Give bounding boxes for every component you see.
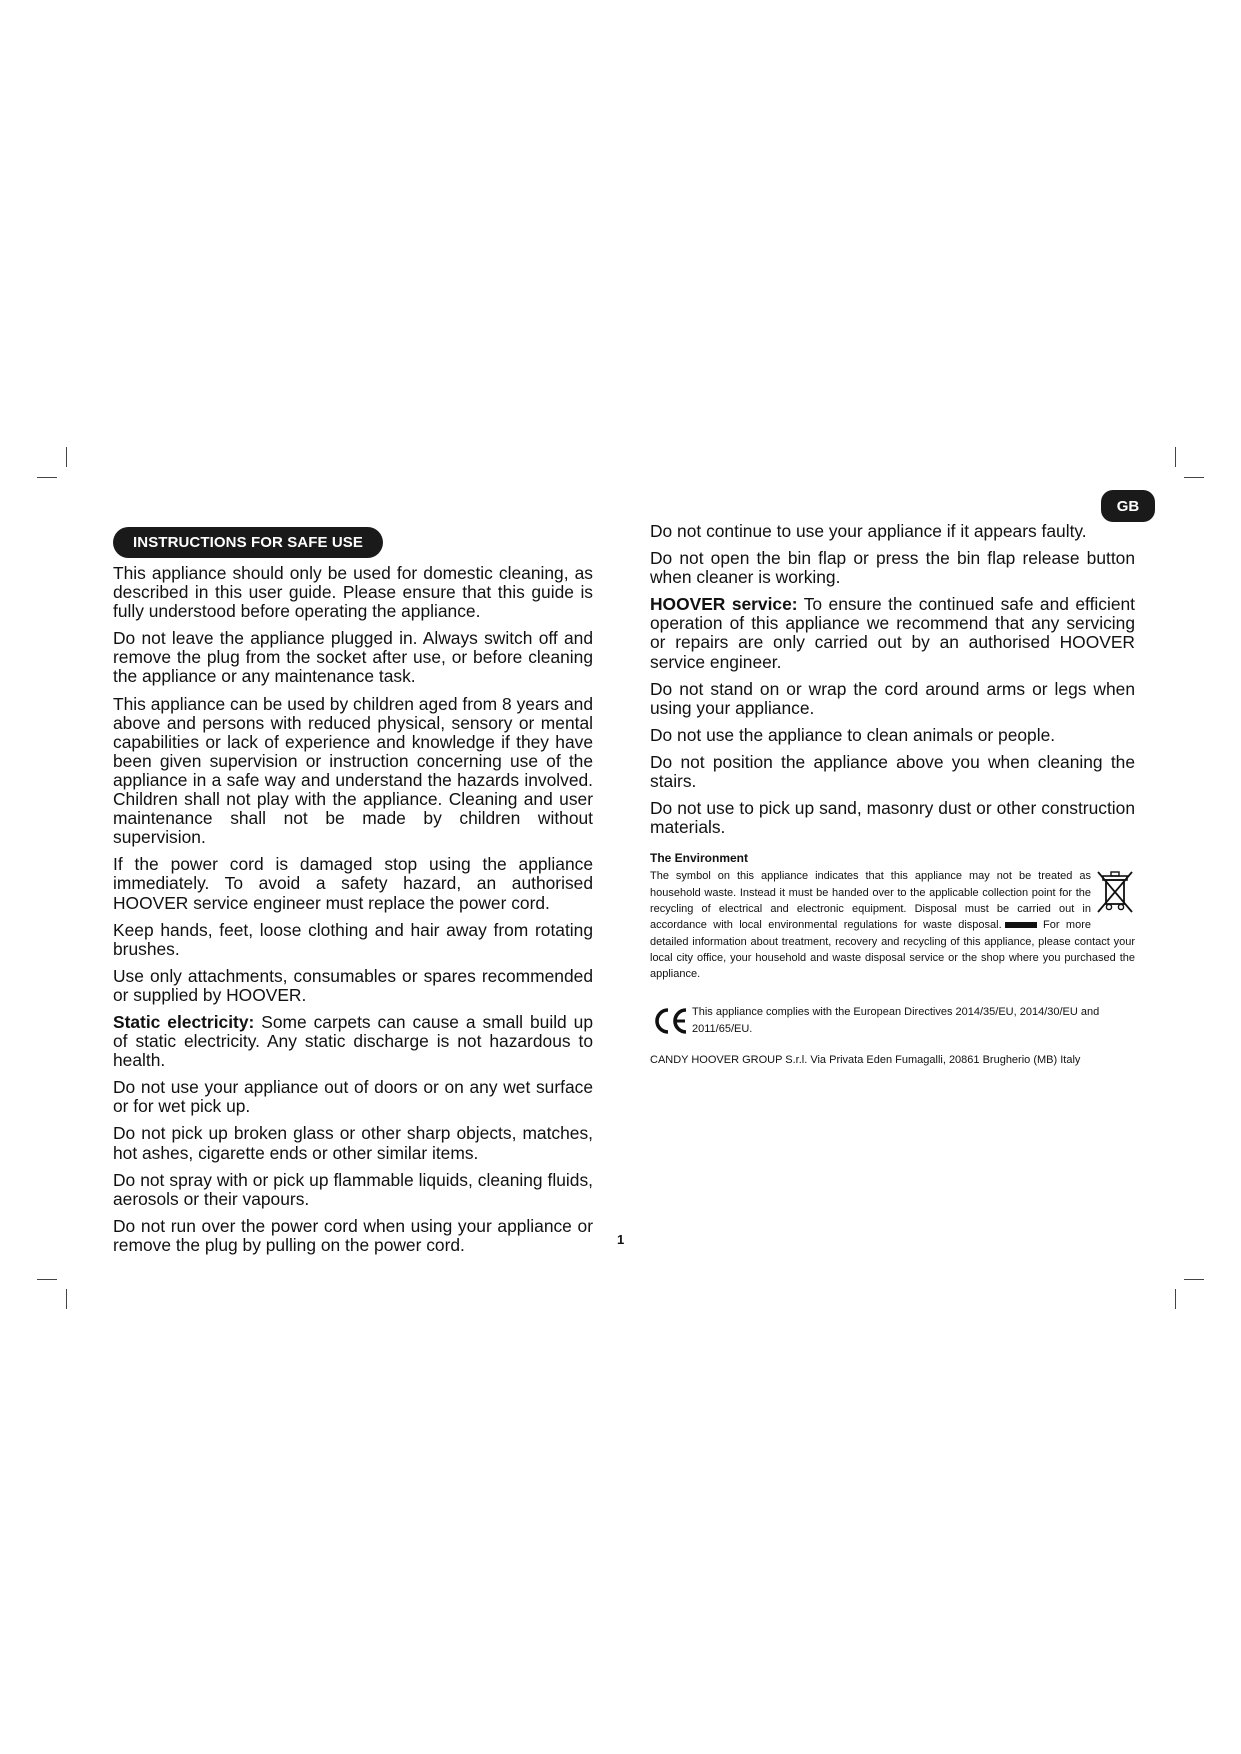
instruction-paragraph — [113, 695, 593, 848]
paragraph-text: Use only attachments, consumables or spares recommended or supplied by HOOVER. — [113, 965, 593, 1005]
paragraph-text: This appliance can be used by children aged from 8 years and above and persons with reduced physical, sensory or mental capabilities or lack of experience and knowledge if they have been given supervision or instruction concerning use of the appliance in a safe way and understand the hazards involved. Children shall not play with the appliance. Cleaning and user maintenance shall not be made by children without supervision. — [113, 693, 593, 848]
paragraph-text: Do not continue to use your appliance if it appears faulty. — [650, 521, 1087, 541]
instruction-paragraph — [650, 726, 1135, 745]
paragraph-text: Do not pick up broken glass or other sharp objects, matches, hot ashes, cigarette ends or other similar items. — [113, 1123, 593, 1163]
section-heading: INSTRUCTIONS FOR SAFE USE — [113, 527, 383, 558]
environment-text-more: For more detailed information about treatment, recovery and recycling of this appliance, please contact your local city office, your household and waste disposal service or the shop where you purchased the appliance. — [650, 919, 1135, 981]
page-number: 1 — [617, 1232, 625, 1247]
instruction-paragraph — [113, 1078, 593, 1116]
paragraph-lead: HOOVER service: — [650, 594, 798, 615]
right-paragraphs — [650, 522, 1135, 837]
crop-mark — [66, 447, 67, 467]
paragraph-lead: Static electricity: — [113, 1011, 255, 1032]
instruction-paragraph — [113, 921, 593, 959]
paragraph-text: If the power cord is damaged stop using the appliance immediately. To avoid a safety hazard, an authorised HOOVER service engineer must replace the power cord. — [113, 854, 593, 913]
company-address: CANDY HOOVER GROUP S.r.l. Via Privata Eden Fumagalli, 20861 Brugherio (MB) Italy — [650, 1054, 1081, 1067]
paragraph-text: Do not use to pick up sand, masonry dust or other construction materials. — [650, 798, 1135, 838]
instruction-paragraph — [113, 967, 593, 1005]
paragraph-text: Do not use the appliance to clean animals or people. — [650, 724, 1056, 745]
language-badge: GB — [1101, 490, 1155, 522]
ce-text: This appliance complies with the European Directives 2014/35/EU, 2014/30/EU and 2011/65/EU. — [692, 1006, 1100, 1035]
crop-mark — [1175, 447, 1176, 467]
crop-mark — [37, 477, 57, 478]
environment-title: The Environment — [650, 851, 749, 866]
left-column — [113, 564, 593, 1263]
paragraph-text: Do not leave the appliance plugged in. Always switch off and remove the plug from the socket after use, or before cleaning the appliance or any maintenance task. — [113, 628, 593, 687]
paragraph-text: Do not stand on or wrap the cord around arms or legs when using your appliance. — [650, 678, 1135, 718]
crossed-out-wheelie-bin-icon — [1095, 868, 1135, 914]
crop-mark — [1184, 477, 1204, 478]
environment-text-block — [650, 868, 1135, 982]
crop-mark — [66, 1289, 67, 1309]
crop-mark — [37, 1279, 57, 1280]
instruction-paragraph — [650, 595, 1135, 671]
paragraph-text: Do not open the bin flap or press the bin flap release button when cleaner is working. — [650, 548, 1135, 588]
separator-bar — [1005, 922, 1037, 928]
instruction-paragraph — [650, 680, 1135, 718]
instruction-paragraph — [113, 855, 593, 912]
instruction-paragraph — [650, 522, 1135, 541]
instruction-paragraph — [113, 564, 593, 621]
paragraph-text: This appliance should only be used for domestic cleaning, as described in this user guide. Please ensure that this guide is fully understood before operating the appliance. — [113, 563, 593, 622]
paragraph-text: Do not run over the power cord when using your appliance or remove the plug by pulling on the power cord. — [113, 1215, 593, 1255]
paragraph-text: To ensure the continued safe and efficient operation of this appliance we recommend that any servicing or repairs are only carried out by an authorised HOOVER service engineer. — [650, 594, 1136, 672]
instruction-paragraph — [113, 1124, 593, 1162]
instruction-paragraph — [650, 799, 1135, 837]
paragraph-text: Do not spray with or pick up flammable liquids, cleaning fluids, aerosols or their vapours. — [113, 1169, 593, 1209]
instruction-paragraph — [113, 1217, 593, 1255]
instruction-paragraph — [113, 1013, 593, 1070]
environment-text: The symbol on this appliance indicates that this appliance may not be treated as household waste. Instead it must be handed over to the applicable collection point for the recycling of electrical and electronic equipment. Disposal must be carried out in accordance with local environmental regulations for waste disposal. — [650, 870, 1091, 932]
instruction-paragraph — [113, 1171, 593, 1209]
crop-mark — [1175, 1289, 1176, 1309]
environment-section — [650, 851, 1135, 982]
paragraph-text: Do not position the appliance above you when cleaning the stairs. — [650, 751, 1135, 792]
paragraph-text: Do not use your appliance out of doors or on any wet surface or for wet pick up. — [113, 1077, 593, 1117]
instruction-paragraph — [113, 629, 593, 686]
paragraph-text: Some carpets can cause a small build up of static electricity. Any static discharge is not hazardous to health. — [113, 1011, 593, 1071]
instruction-paragraph — [650, 549, 1135, 587]
crop-mark — [1184, 1279, 1204, 1280]
ce-mark-icon — [650, 1004, 692, 1038]
ce-compliance — [650, 1004, 1135, 1038]
paragraph-text: Keep hands, feet, loose clothing and hair away from rotating brushes. — [113, 919, 593, 959]
instruction-paragraph — [650, 753, 1135, 791]
right-column — [650, 522, 1135, 1066]
